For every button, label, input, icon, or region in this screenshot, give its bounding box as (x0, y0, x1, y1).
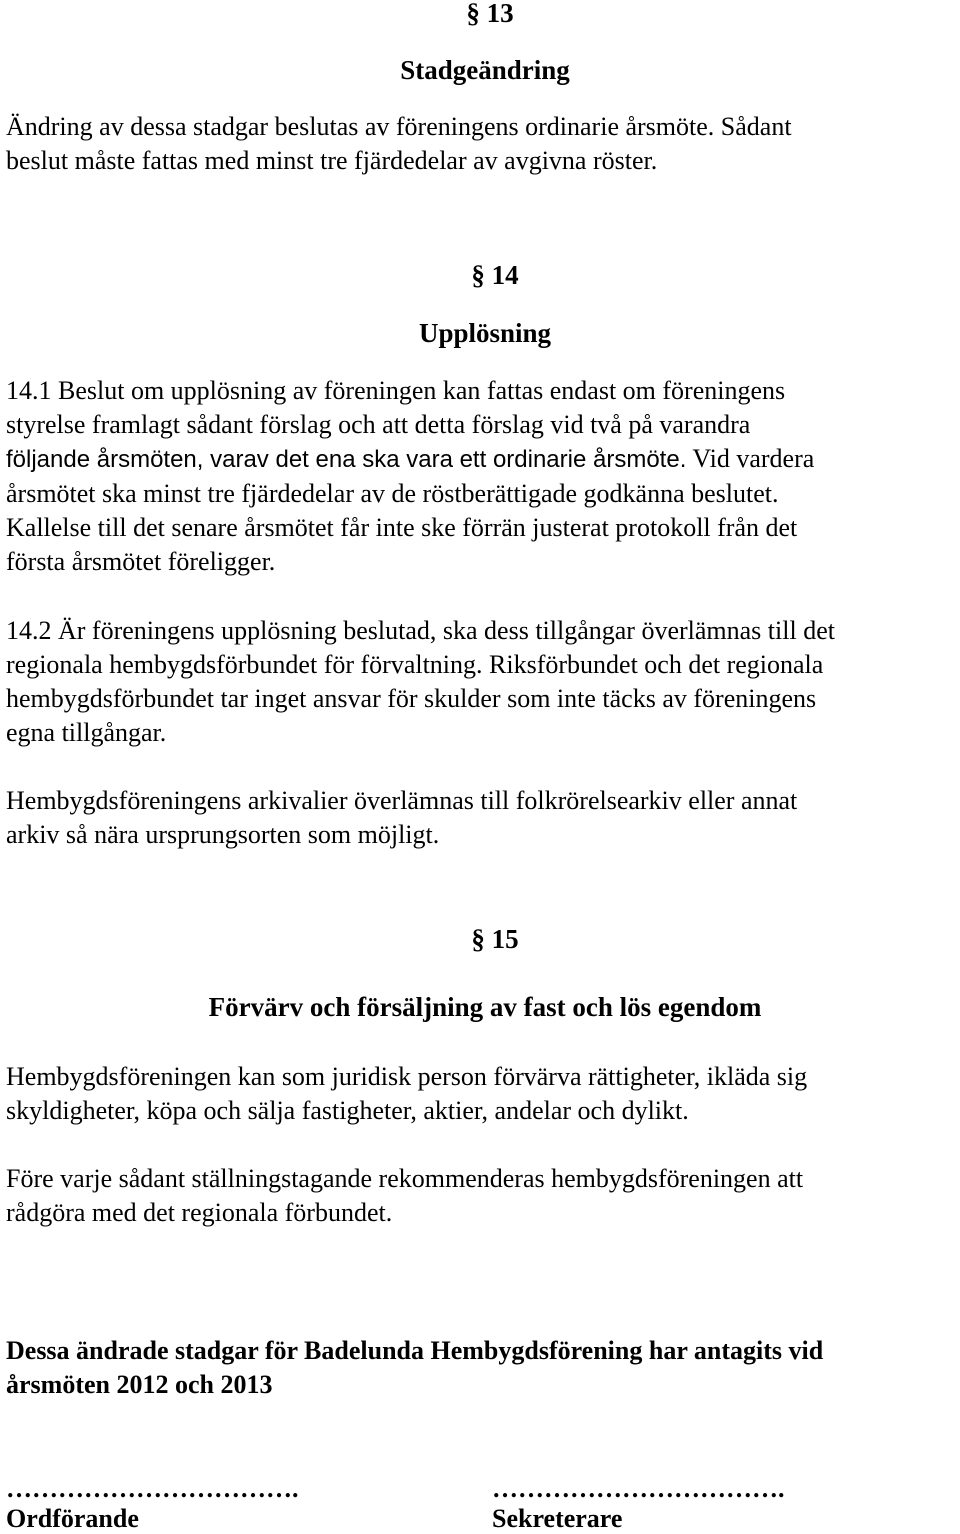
section-14-paragraph-2 (6, 614, 956, 750)
text-line: Före varje sådant ställningstagande rekommenderas hembygdsföreningen att (6, 1164, 804, 1193)
section-15-paragraph-1 (6, 1060, 956, 1128)
text-line: egna tillgångar. (6, 718, 167, 747)
text-line: Hembygdsföreningens arkivalier överlämnas till folkrörelsearkiv eller annat (6, 786, 798, 815)
signature-role: Ordförande (6, 1504, 139, 1533)
text-line: Kallelse till det senare årsmötet får inte ske förrän justerat protokoll från det (6, 513, 798, 542)
text-span: Riksförbundet och det regionala (489, 650, 824, 679)
text-span: följande årsmöten, varav det ena ska vara ett ordinarie årsmöte. (6, 446, 687, 473)
signature-role: Sekreterare (492, 1504, 623, 1533)
section-15-title: Förvärv och försäljning av fast och lös egendom (208, 992, 762, 1022)
signature-chairman (6, 1474, 299, 1534)
text-line: beslut måste fattas med minst tre fjärdedelar av avgivna röster. (6, 146, 658, 175)
text-line: första årsmötet föreligger. (6, 547, 276, 576)
section-13-paragraph-1 (6, 110, 956, 178)
signature-line: ……………………………. (492, 1474, 785, 1503)
text-line: 14.2 Är föreningens upplösning beslutad, ska dess tillgångar överlämnas till det (6, 616, 835, 645)
text-line (6, 648, 956, 682)
text-line (6, 442, 956, 477)
adoption-statement (6, 1334, 956, 1402)
section-14-paragraph-1 (6, 374, 956, 579)
text-line: Dessa ändrade stadgar för Badelunda Hembygdsförening har antagits vid (6, 1336, 824, 1365)
text-line: skyldigheter, köpa och sälja fastigheter, aktier, andelar och dylikt. (6, 1096, 689, 1125)
text-line: hembygdsförbundet tar inget ansvar för skulder som inte täcks av föreningens (6, 684, 817, 713)
text-line: årsmöten 2012 och 2013 (6, 1370, 273, 1399)
section-14-paragraph-3 (6, 784, 956, 852)
signature-line: ……………………………. (6, 1474, 299, 1503)
section-15-paragraph-2 (6, 1162, 956, 1230)
text-span: regionala hembygdsförbundet för förvaltning. (6, 650, 483, 679)
text-line: Ändring av dessa stadgar beslutas av föreningens ordinarie årsmöte. Sådant (6, 112, 792, 141)
text-line: 14.1 Beslut om upplösning av föreningen kan fattas endast om föreningens (6, 376, 786, 405)
text-span: Vid vardera (692, 444, 815, 473)
section-13-number: § 13 (466, 0, 514, 28)
text-line: årsmötet ska minst tre fjärdedelar av de röstberättigade godkänna beslutet. (6, 479, 779, 508)
text-line: styrelse framlagt sådant förslag och att detta förslag vid två på varandra (6, 410, 751, 439)
section-14-number: § 14 (471, 260, 519, 290)
text-line: rådgöra med det regionala förbundet. (6, 1198, 393, 1227)
text-line: arkiv så nära ursprungsorten som möjligt. (6, 820, 440, 849)
section-13-title: Stadgeändring (400, 55, 570, 85)
section-14-title: Upplösning (418, 318, 552, 348)
signature-secretary (492, 1474, 785, 1534)
section-15-number: § 15 (471, 924, 519, 954)
text-line: Hembygdsföreningen kan som juridisk person förvärva rättigheter, ikläda sig (6, 1062, 808, 1091)
